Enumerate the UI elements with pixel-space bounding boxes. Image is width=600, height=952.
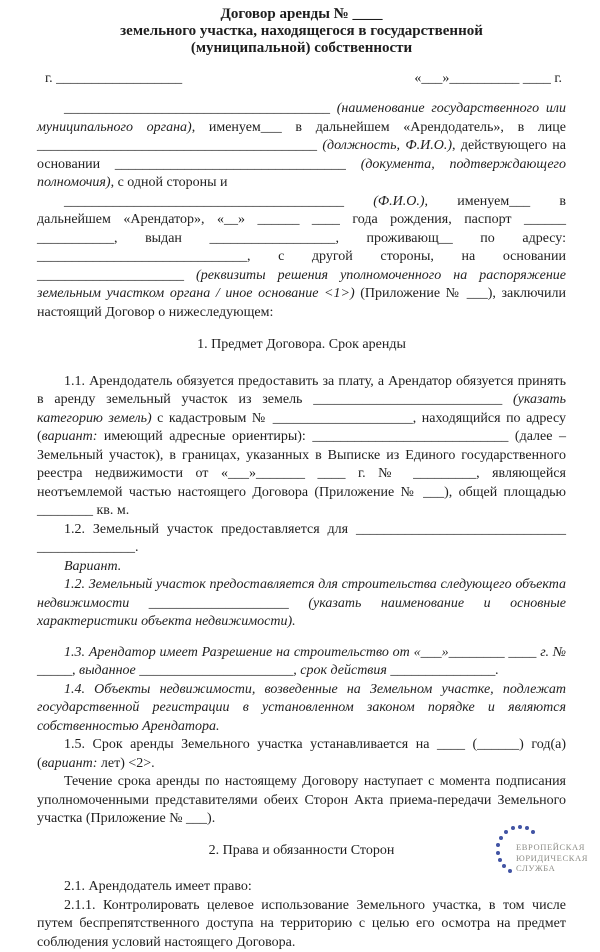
clause-2-1-1: 2.1.1. Контролировать целевое использование Земельного участка, в том числе путем беспрепятственного доступа на территорию с целью его осмотра на предмет соблюдения условий настоящего Договора. — [37, 897, 566, 952]
italic-caption-variant: вариант: — [42, 429, 98, 444]
logo-text — [516, 842, 588, 874]
section-2-heading: 2. Права и обязанности Сторон — [37, 842, 566, 861]
document-title-line2: земельного участка, находящегося в государственной — [37, 23, 566, 40]
city-blank-field: г. __________________ — [45, 70, 182, 88]
clause-1-5 — [37, 736, 566, 773]
logo-text-line1: ЕВРОПЕЙСКАЯ — [516, 842, 588, 853]
italic-caption-lessor-name: (наименование государственного или муниципального органа) — [37, 101, 566, 135]
clause-1-1 — [37, 373, 566, 521]
document-title — [37, 6, 566, 57]
logo-dot-icon — [496, 851, 500, 855]
italic-caption-authority-doc: (документа, подтверждающего полномочия) — [37, 157, 566, 191]
document-title-line1: Договор аренды № ____ — [37, 6, 566, 23]
variant-label: Вариант. — [37, 558, 566, 577]
preamble-lessee — [37, 193, 566, 323]
text-run: (Приложение № ___), заключили настоящий Договор о нижеследующем: — [37, 286, 566, 320]
italic-caption-position: (должность, Ф.И.О.) — [322, 138, 452, 153]
logo-text-line3: СЛУЖБА — [516, 863, 588, 874]
logo-dot-icon — [518, 825, 522, 829]
clause-1-5-note: Течение срока аренды по настоящему Договору наступает с момента подписания уполномоченными представителями обеих Сторон Акта приема-передачи Земельного участка (Приложение № ___). — [37, 773, 566, 829]
text-run: имеющий адресные ориентиры): ____________________________ (далее – Земельный участок), в границах, указанных в Выписке из Единого государственного реестра недвижимости от «___»_______ ____ г. № _________, являющейся неотъемлемой частью настоящего Договора (Приложение № ___), общей площадью ________ кв. м. — [37, 429, 566, 518]
logo-dot-icon — [504, 830, 508, 834]
eurolegal-logo — [494, 822, 598, 884]
date-blank-field: «___»__________ ____ г. — [414, 70, 562, 88]
italic-caption-variant: вариант: — [42, 756, 98, 771]
text-run: 1.5. Срок аренды Земельного участка устанавливается на ____ (______) год(а) ( — [37, 737, 566, 771]
section-1-heading: 1. Предмет Договора. Срок аренды — [37, 336, 566, 355]
text-run: , именуем___ в дальнейшем «Арендатор», «__» ______ ____ года рождения, паспорт ______ ___________, выдан __________________, проживающ__ по адресу: ______________________________, с другой стороны, на основании _____________________ — [37, 194, 566, 283]
logo-dot-icon — [496, 843, 500, 847]
logo-dot-icon — [498, 858, 502, 862]
logo-text-line2: ЮРИДИЧЕСКАЯ — [516, 853, 588, 864]
preamble-lessor — [37, 100, 566, 193]
clause-2-1: 2.1. Арендодатель имеет право: — [37, 878, 566, 897]
text-run: лет) <2>. — [97, 756, 154, 771]
logo-dot-icon — [499, 836, 503, 840]
document-title-line3: (муниципальной) собственности — [37, 40, 566, 57]
text-run: , с одной стороны и — [111, 175, 228, 190]
clause-1-4: 1.4. Объекты недвижимости, возведенные на Земельном участке, подлежат государственной регистрации в установленном законом порядке и являются собственностью Арендатора. — [37, 681, 566, 737]
clause-1-2: 1.2. Земельный участок предоставляется для ______________________________ ______________. — [37, 521, 566, 558]
italic-caption-decision-details: (реквизиты решения уполномоченного на распоряжение земельным участком органа / иное основание <1>) — [37, 268, 566, 302]
text-run: 1.1. Арендодатель обязуется предоставить за плату, а Арендатор обязуется принять в аренду земельный участок из земель ___________________________ — [37, 374, 566, 408]
text-run: , действующего на основании _________________________________ — [37, 138, 566, 172]
clause-1-2-variant: 1.2. Земельный участок предоставляется для строительства следующего объекта недвижимости ____________________ (указать наименование и основные характеристики объекта недвижимости). — [37, 576, 566, 632]
clause-1-3: 1.3. Арендатор имеет Разрешение на строительство от «___»________ ____ г. № _____, выданное ______________________, срок действия _______________. — [37, 644, 566, 681]
logo-dot-icon — [531, 830, 535, 834]
logo-dot-icon — [508, 869, 512, 873]
logo-dot-icon — [502, 864, 506, 868]
logo-dot-icon — [511, 826, 515, 830]
text-run: , именуем___ в дальнейшем «Арендодатель», в лице ________________________________________ — [37, 120, 566, 154]
blank-lessor-name: ______________________________________ — [64, 101, 337, 116]
text-run: с кадастровым № ____________________, находящийся по адресу ( — [37, 411, 566, 445]
italic-caption-land-category: (указать категорию земель) — [37, 392, 566, 426]
italic-caption-full-name: (Ф.И.О.) — [373, 194, 424, 209]
blank-lessee-name: ________________________________________ — [64, 194, 373, 209]
dateline — [37, 70, 566, 88]
logo-dot-icon — [525, 826, 529, 830]
